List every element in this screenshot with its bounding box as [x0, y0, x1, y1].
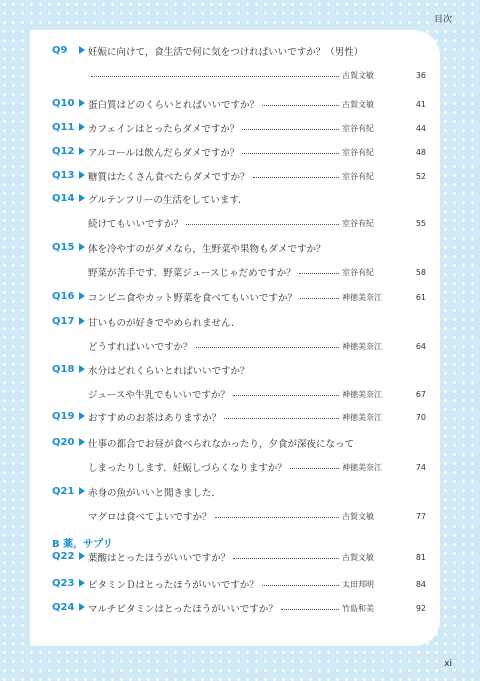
entry-author: 神徳美奈江 [342, 292, 382, 302]
entry-line [88, 315, 426, 329]
entry-line [88, 460, 426, 474]
entry-author: 室谷有紀 [342, 218, 374, 228]
entry-author: 神徳美奈江 [342, 412, 382, 422]
entry-line [88, 290, 426, 304]
entry-line [88, 192, 426, 206]
question-number: Q24 [52, 602, 75, 613]
entry-page: 70 [415, 412, 426, 422]
question-number: Q11 [52, 122, 75, 133]
entry-title: 糖質はたくさん食べたらダメですか？ [88, 172, 250, 183]
entry-author: 太田邦明 [342, 579, 374, 589]
entry-title: しまったりします．妊娠しづらくなりますか？ [88, 463, 287, 474]
triangle-bullet-icon [79, 123, 85, 131]
question-number: Q21 [52, 486, 75, 497]
entry-title: グルテンフリーの生活をしています． [88, 195, 248, 206]
entry-line [88, 485, 426, 499]
question-number: Q12 [52, 146, 75, 157]
entry-line [88, 97, 426, 111]
entry-title: 続けてもいいですか？ [88, 219, 184, 230]
entry-title: カフェインはとったらダメですか？ [88, 124, 240, 135]
entry-title: 蛋白質はどのくらいとればいいですか？ [88, 100, 260, 111]
question-number: Q19 [52, 411, 75, 422]
entry-author: 室谷有紀 [342, 123, 374, 133]
entry-page: 81 [415, 552, 426, 562]
entry-page: 44 [415, 123, 426, 133]
entry-author: 神徳美奈江 [342, 389, 382, 399]
entry-page: 92 [415, 603, 426, 613]
entry-title: マグロは食べてよいですか？ [88, 512, 212, 523]
entry-page: 41 [415, 99, 426, 109]
entry-line [88, 387, 426, 401]
entry-line [88, 577, 426, 591]
toc-header-label: 目次 [433, 15, 452, 25]
triangle-bullet-icon [79, 365, 85, 373]
entry-line [88, 265, 426, 279]
entry-author: 神徳美奈江 [342, 462, 382, 472]
dot-leader [290, 468, 339, 469]
entry-line [88, 68, 426, 82]
question-number: Q10 [52, 98, 75, 109]
triangle-bullet-icon [79, 487, 85, 495]
question-number: Q23 [52, 578, 75, 589]
dot-leader [242, 129, 339, 130]
entry-line [88, 44, 426, 58]
question-number: Q22 [52, 551, 75, 562]
dot-leader [196, 347, 339, 348]
entry-author: 神徳美奈江 [342, 341, 382, 351]
triangle-bullet-icon [79, 317, 85, 325]
dot-leader [224, 418, 339, 419]
entry-line [88, 601, 426, 615]
entry-page: 61 [415, 292, 426, 302]
entry-page: 55 [415, 218, 426, 228]
triangle-bullet-icon [79, 603, 85, 611]
dot-leader [233, 395, 339, 396]
entry-line [88, 509, 426, 523]
entry-title: おすすめのお茶はありますか？ [88, 413, 222, 424]
question-number: Q17 [52, 316, 75, 327]
entry-page: 84 [415, 579, 426, 589]
entry-author: 古賀文敏 [342, 70, 374, 80]
dot-leader [281, 609, 339, 610]
entry-author: 古賀文敏 [342, 552, 374, 562]
dot-leader [299, 273, 339, 274]
dot-leader [300, 298, 339, 299]
triangle-bullet-icon [79, 412, 85, 420]
entry-title: どうすればいいですか？ [88, 342, 193, 353]
page-number: xi [444, 659, 452, 669]
dot-leader [262, 105, 339, 106]
dot-leader [253, 177, 339, 178]
dot-leader [242, 153, 339, 154]
entry-line [88, 339, 426, 353]
entry-title: 野菜が苦手です．野菜ジュースじゃだめですか？ [88, 268, 296, 279]
section-heading: B 薬，サプリ [52, 539, 113, 550]
toc-panel [30, 30, 440, 646]
entry-page: 52 [415, 171, 426, 181]
dot-leader [233, 558, 339, 559]
dot-leader [215, 517, 339, 518]
question-number: Q20 [52, 437, 75, 448]
entry-line [88, 550, 426, 564]
question-number: Q13 [52, 170, 75, 181]
entry-author: 室谷有紀 [342, 267, 374, 277]
entry-page: 77 [415, 511, 426, 521]
entry-author: 古賀文敏 [342, 99, 374, 109]
question-number: Q16 [52, 291, 75, 302]
dot-leader [91, 76, 339, 77]
entry-title: ビタミンＤはとったほうがいいですか？ [88, 580, 259, 591]
entry-page: 58 [415, 267, 426, 277]
entry-title: 妊娠に向けて，食生活で何に気をつければいいですか？（男性） [88, 47, 364, 58]
entry-title: 葉酸はとったほうがいいですか？ [88, 553, 231, 564]
entry-title: ジュースや牛乳でもいいですか？ [88, 390, 230, 401]
entry-line [88, 410, 426, 424]
triangle-bullet-icon [79, 46, 85, 54]
entry-line [88, 363, 426, 377]
entry-line [88, 241, 426, 255]
entry-title: コンビニ食やカット野菜を食べてもいいですか？ [88, 293, 297, 304]
entry-author: 室谷有紀 [342, 171, 374, 181]
entry-title: 甘いものが好きでやめられません． [88, 318, 241, 329]
entry-page: 48 [415, 147, 426, 157]
entry-line [88, 121, 426, 135]
dot-leader [262, 585, 339, 586]
entry-title: 水分はどれくらいとればいいですか？ [88, 366, 250, 377]
question-number: Q18 [52, 364, 75, 375]
entry-title: 体を冷やすのがダメなら，生野菜や果物もダメですか？ [88, 244, 326, 255]
triangle-bullet-icon [79, 438, 85, 446]
entry-title: 仕事の都合でお昼が食べられなかったり，夕食が深夜になって [88, 439, 355, 450]
triangle-bullet-icon [79, 99, 85, 107]
question-number: Q14 [52, 193, 75, 204]
triangle-bullet-icon [79, 171, 85, 179]
entry-author: 古賀文敏 [342, 511, 374, 521]
question-number: Q9 [52, 45, 68, 56]
entry-author: 室谷有紀 [342, 147, 374, 157]
entry-page: 64 [415, 341, 426, 351]
triangle-bullet-icon [79, 147, 85, 155]
entry-page: 74 [415, 462, 426, 472]
entry-author: 竹島和美 [342, 603, 374, 613]
triangle-bullet-icon [79, 243, 85, 251]
entry-line [88, 169, 426, 183]
entry-page: 67 [415, 389, 426, 399]
entry-title: 赤身の魚がいいと聞きました． [88, 488, 222, 499]
entry-page: 36 [415, 70, 426, 80]
triangle-bullet-icon [79, 292, 85, 300]
entry-line [88, 436, 426, 450]
triangle-bullet-icon [79, 579, 85, 587]
triangle-bullet-icon [79, 552, 85, 560]
entry-title: アルコールは飲んだらダメですか？ [88, 148, 240, 159]
entry-title: マルチビタミンはとったほうがいいですか？ [88, 604, 278, 615]
question-number: Q15 [52, 242, 75, 253]
entry-line [88, 145, 426, 159]
dot-leader [186, 224, 339, 225]
triangle-bullet-icon [79, 194, 85, 202]
entry-line [88, 216, 426, 230]
